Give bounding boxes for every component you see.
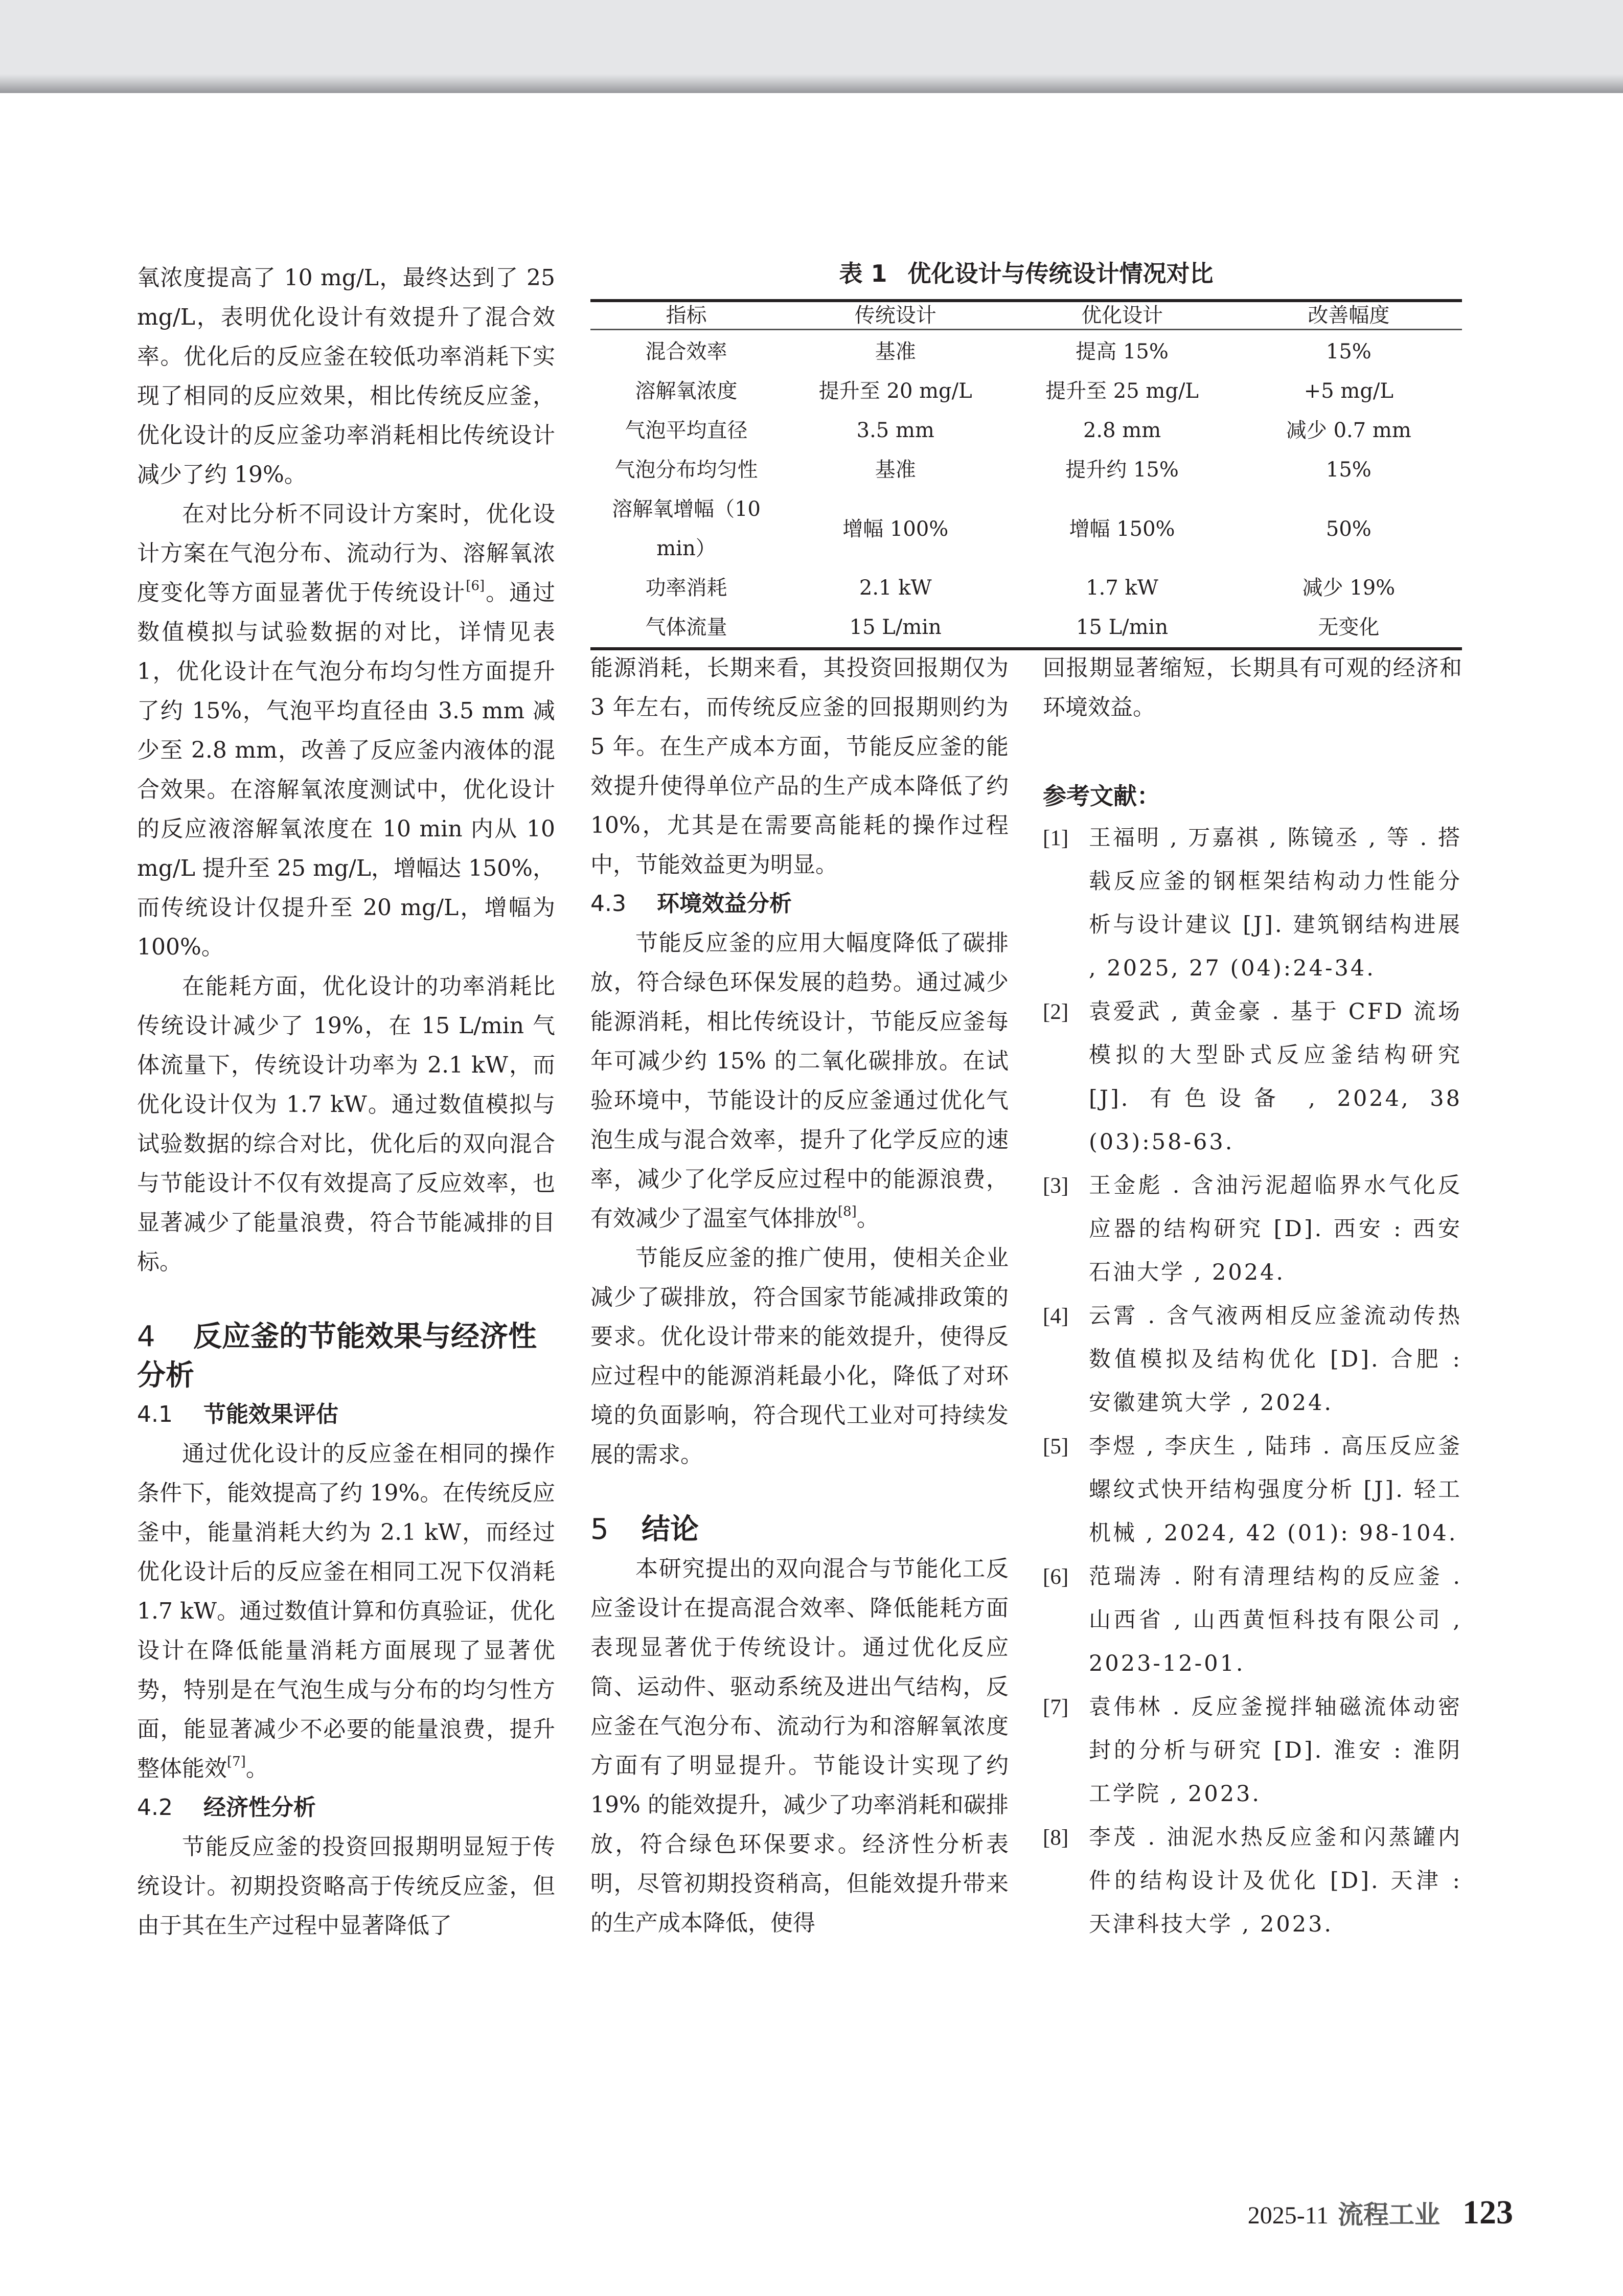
page-footer bbox=[1248, 2193, 1513, 2239]
table-cell: 15% bbox=[1325, 458, 1371, 482]
reference-item bbox=[1043, 1425, 1462, 1555]
reference-number: [8] bbox=[1043, 1826, 1069, 1850]
table-cell: 1.7 kW bbox=[1086, 576, 1158, 600]
citation[interactable]: [8] bbox=[838, 1204, 857, 1219]
paragraph: 能源消耗，长期来看，其投资回报期仅为 3 年左右，而传统反应釜的回报期则约为 5 年。在生产成本方面，节能反应釜的能效提升使得单位产品的生产成本降低了约 10%，尤其是在需要高能耗的操作过程中，节能效益更为明显。 bbox=[590, 655, 1009, 878]
paragraph: 节能反应釜的推广使用，使相关企业减少了碳排放，符合国家节能减排政策的要求。优化设计带来的能效提升，使得反应过程中的能源消耗最小化，降低了对环境的负面影响，符合现代工业对可持续发展的需求。 bbox=[590, 1245, 1009, 1468]
table-row bbox=[590, 569, 1462, 608]
reference-text: 李茂 . 油泥水热反应釜和闪蒸罐内件的结构设计及优化 [D]. 天津 : 天津科技大学 , 2023. bbox=[1089, 1825, 1462, 1937]
table-cell: 50% bbox=[1325, 517, 1371, 541]
table-cell: 提高 15% bbox=[1076, 340, 1169, 363]
table-row bbox=[590, 608, 1462, 649]
left-column bbox=[137, 258, 555, 1945]
reference-text: 王福明 , 万嘉祺 , 陈镜丞 , 等 . 搭载反应釜的钢框架结构动力性能分析与设计建议 [J]. 建筑钢结构进展 , 2025, 27 (04):24-34. bbox=[1089, 825, 1462, 981]
table-cell: 气泡平均直径 bbox=[625, 419, 748, 442]
citation[interactable]: [6] bbox=[466, 578, 485, 594]
table-row bbox=[590, 411, 1462, 450]
table-cell: 2.8 mm bbox=[1083, 419, 1161, 442]
column-header: 指标 bbox=[666, 304, 707, 327]
table-row bbox=[590, 330, 1462, 372]
reference-item bbox=[1043, 1294, 1462, 1425]
references-heading: 参考文献： bbox=[1043, 782, 1160, 810]
reference-item bbox=[1043, 1164, 1462, 1294]
table-cell: 溶解氧增幅（10 min） bbox=[612, 497, 761, 560]
paragraph: 回报期显著缩短，长期具有可观的经济和环境效益。 bbox=[1043, 655, 1462, 720]
table-cell: 3.5 mm bbox=[856, 419, 934, 442]
reference-number: [6] bbox=[1043, 1565, 1069, 1589]
paragraph: 本研究提出的双向混合与节能化工反应釜设计在提高混合效率、降低能耗方面表现显著优于传统设计。通过优化反应筒、运动件、驱动系统及进出气结构，反应釜在气泡分布、流动行为和溶解氧浓度方面有了明显提升。节能设计实现了约 19% 的能效提升，减少了功率消耗和碳排放，符合绿色环保要求。经济性分析表明，尽管初期投资稍高，但能效提升带来的生产成本降低，使得 bbox=[590, 1556, 1009, 1936]
section-heading-5: 5 结论 bbox=[590, 1513, 699, 1546]
reference-number: [2] bbox=[1043, 1000, 1069, 1024]
reference-number: [4] bbox=[1043, 1304, 1069, 1328]
section-heading-4-3: 4.3 环境效益分析 bbox=[590, 891, 792, 917]
journal-name: 流程工业 bbox=[1338, 2199, 1440, 2230]
issue-date: 2025-11 bbox=[1247, 2202, 1329, 2229]
table-cell: 溶解氧浓度 bbox=[635, 379, 738, 403]
right-column bbox=[1043, 648, 1462, 1946]
table-cell: 15% bbox=[1325, 340, 1371, 363]
reference-item bbox=[1043, 1816, 1462, 1946]
page-number: 123 bbox=[1462, 2194, 1513, 2231]
table-caption: 表 1 优化设计与传统设计情况对比 bbox=[839, 260, 1214, 287]
column-header: 优化设计 bbox=[1081, 304, 1163, 327]
table-cell: 基准 bbox=[875, 458, 916, 482]
table-cell: 气体流量 bbox=[645, 616, 727, 639]
reference-text: 王金彪 . 含油污泥超临界水气化反应器的结构研究 [D]. 西安 : 西安石油大学 , 2024. bbox=[1089, 1173, 1462, 1285]
paragraph: 节能反应釜的投资回报期明显短于传统设计。初期投资略高于传统反应釜，但由于其在生产过程中显著降低了 bbox=[137, 1834, 555, 1939]
comparison-table bbox=[590, 299, 1462, 650]
section-heading-4-1: 4.1 节能效果评估 bbox=[137, 1401, 338, 1427]
reference-item bbox=[1043, 1555, 1462, 1686]
paragraph: 节能反应釜的应用大幅度降低了碳排放，符合绿色环保发展的趋势。通过减少能源消耗，相比传统设计，节能反应釜每年可减少约 15% 的二氧化碳排放。在试验环境中，节能设计的反应釜通过优化气泡生成与混合效率，提升了化学反应的速率，减少了化学反应过程中的能源浪费，有效减少了温室气体排放[8]。 bbox=[590, 930, 1009, 1232]
table-header-row bbox=[590, 301, 1462, 330]
table-cell: 无变化 bbox=[1318, 616, 1380, 639]
paragraph: 通过优化设计的反应釜在相同的操作条件下，能效提高了约 19%。在传统反应釜中，能量消耗大约为 2.1 kW，而经过优化设计后的反应釜在相同工况下仅消耗 1.7 kW。通过数值计算和仿真验证，优化设计在降低能量消耗方面展现了显著优势，特别是在气泡生成与分布的均匀性方面，能显著减少不必要的能量浪费，提升整体能效[7]。 bbox=[137, 1441, 555, 1782]
table-cell: 15 L/min bbox=[849, 616, 942, 639]
table-cell: 增幅 150% bbox=[1069, 517, 1175, 541]
reference-number: [5] bbox=[1043, 1435, 1069, 1459]
paragraph: 在能耗方面，优化设计的功率消耗比传统设计减少了 19%，在 15 L/min 气体流量下，传统设计功率为 2.1 kW，而优化设计仅为 1.7 kW。通过数值模拟与试验数据的综合对比，优化后的双向混合与节能设计不仅有效提高了反应效率，也显著减少了能量浪费，符合节能减排的目标。 bbox=[137, 973, 555, 1275]
reference-number: [3] bbox=[1043, 1174, 1069, 1198]
table-row bbox=[590, 450, 1462, 490]
reference-text: 袁爱武 , 黄金豪 . 基于 CFD 流场模拟的大型卧式反应釜结构研究 [J]. 有色设备 , 2024, 38 (03):58-63. bbox=[1089, 999, 1462, 1155]
reference-text: 云霄 . 含气液两相反应釜流动传热数值模拟及结构优化 [D]. 合肥 : 安徽建筑大学 , 2024. bbox=[1089, 1303, 1462, 1416]
reference-item bbox=[1043, 816, 1462, 990]
citation[interactable]: [7] bbox=[227, 1754, 246, 1769]
section-heading-4: 4 反应釜的节能效果与经济性分析 bbox=[137, 1320, 537, 1392]
table-cell: 提升至 20 mg/L bbox=[818, 379, 972, 403]
table-1 bbox=[590, 258, 1462, 650]
column-header: 改善幅度 bbox=[1308, 304, 1390, 327]
references-list bbox=[1043, 816, 1462, 1946]
paragraph: 氧浓度提高了 10 mg/L，最终达到了 25 mg/L，表明优化设计有效提升了混合效率。优化后的反应釜在较低功率消耗下实现了相同的反应效果，相比传统反应釜，优化设计的反应釜功率消耗相比传统设计减少了约 19%。 bbox=[137, 265, 555, 488]
reference-text: 范瑞涛 . 附有清理结构的反应釜 . 山西省 , 山西黄恒科技有限公司 , 2023-12-01. bbox=[1089, 1564, 1462, 1676]
table-cell: 2.1 kW bbox=[859, 576, 932, 600]
table-cell: 基准 bbox=[875, 340, 916, 363]
table-cell: 减少 0.7 mm bbox=[1286, 419, 1411, 442]
reference-text: 袁伟林 . 反应釜搅拌轴磁流体动密封的分析与研究 [D]. 淮安 : 淮阴工学院 , 2023. bbox=[1089, 1694, 1462, 1807]
table-cell: 增幅 100% bbox=[842, 517, 949, 541]
table-cell: 气泡分布均匀性 bbox=[614, 458, 758, 482]
table-cell: 减少 19% bbox=[1302, 576, 1396, 600]
table-cell: 15 L/min bbox=[1076, 616, 1169, 639]
table-cell: +5 mg/L bbox=[1304, 379, 1393, 403]
reference-item bbox=[1043, 990, 1462, 1164]
table-cell: 提升约 15% bbox=[1065, 458, 1179, 482]
table-cell: 混合效率 bbox=[645, 340, 727, 363]
reference-text: 李煜 , 李庆生 , 陆玮 . 高压反应釜螺纹式快开结构强度分析 [J]. 轻工机械 , 2024, 42 (01): 98-104. bbox=[1089, 1434, 1462, 1546]
reference-number: [7] bbox=[1043, 1695, 1069, 1719]
table-cell: 功率消耗 bbox=[645, 576, 727, 600]
paragraph: 在对比分析不同设计方案时，优化设计方案在气泡分布、流动行为、溶解氧浓度变化等方面显著优于传统设计[6]。通过数值模拟与试验数据的对比，详情见表 1，优化设计在气泡分布均匀性方面提升了约 15%，气泡平均直径由 3.5 mm 减少至 2.8 mm，改善了反应釜内液体的混合效果。在溶解氧浓度测试中，优化设计的反应液溶解氧浓度在 10 min 内从 10 mg/L 提升至 25 mg/L，增幅达 150%，而传统设计仅提升至 20 mg/L，增幅为 100%。 bbox=[137, 501, 556, 960]
table-row bbox=[590, 490, 1462, 569]
page-top-band bbox=[0, 0, 1623, 93]
middle-column bbox=[590, 648, 1009, 1943]
section-heading-4-2: 4.2 经济性分析 bbox=[137, 1794, 316, 1821]
table-row bbox=[590, 372, 1462, 411]
reference-number: [1] bbox=[1043, 826, 1069, 850]
reference-item bbox=[1043, 1686, 1462, 1816]
table-cell: 提升至 25 mg/L bbox=[1045, 379, 1199, 403]
column-header: 传统设计 bbox=[854, 304, 936, 327]
